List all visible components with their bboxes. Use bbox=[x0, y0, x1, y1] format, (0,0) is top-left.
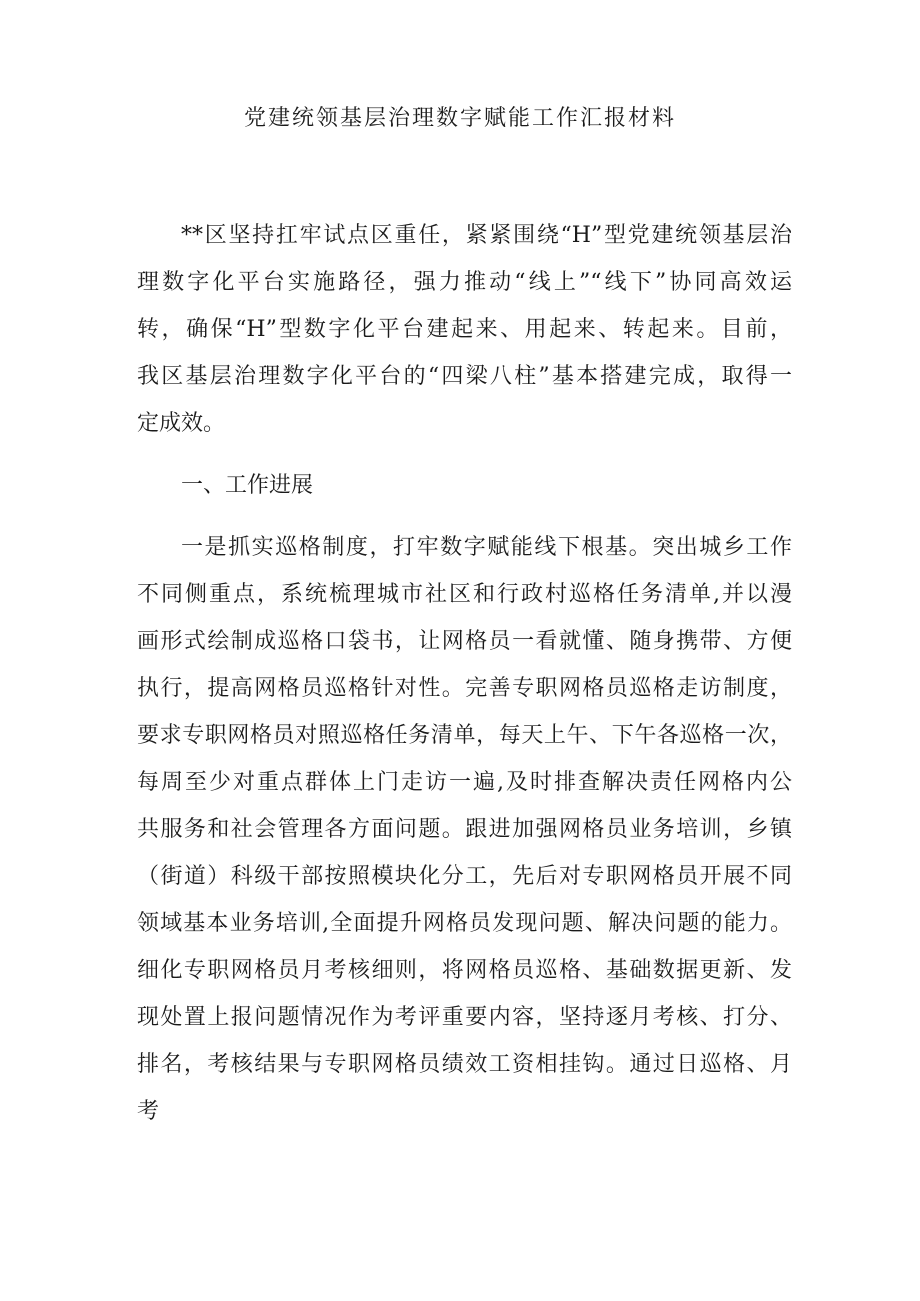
intro-line: 我区基层治理数字化平台的“四梁八柱”基本搭建完成，取得一 bbox=[137, 364, 792, 389]
document-title: 党建统领基层治理数字赋能工作汇报材料 bbox=[243, 106, 676, 131]
intro-line: 定成效。 bbox=[137, 411, 226, 436]
section-line: 排名，考核结果与专职网格员绩效工资相挂钩。通过日巡格、月 bbox=[137, 1052, 792, 1077]
intro-line: 转，确保“H”型数字化平台建起来、用起来、转起来。目前， bbox=[137, 317, 792, 342]
section-heading: 一、工作进展 bbox=[181, 473, 314, 498]
section-line: （街道）科级干部按照模块化分工，先后对专职网格员开展不同 bbox=[137, 864, 792, 889]
section-line: 现处置上报问题情况作为考评重要内容，坚持逐月考核、打分、 bbox=[137, 1005, 792, 1030]
section-line: 不同侧重点，系统梳理城市社区和行政村巡格任务清单,并以漫 bbox=[137, 582, 792, 607]
section-line: 每周至少对重点群体上门走访一遍,及时排查解决责任网格内公 bbox=[137, 770, 792, 795]
section-line: 画形式绘制成巡格口袋书，让网格员一看就懂、随身携带、方便 bbox=[137, 629, 792, 654]
section-line: 考 bbox=[137, 1099, 160, 1124]
section-line: 共服务和社会管理各方面问题。跟进加强网格员业务培训，乡镇 bbox=[137, 817, 792, 842]
intro-line: 理数字化平台实施路径，强力推动“线上”“线下”协同高效运 bbox=[137, 270, 792, 295]
intro-line: **区坚持扛牢试点区重任，紧紧围绕“H”型党建统领基层治 bbox=[181, 223, 792, 248]
section-line: 领域基本业务培训,全面提升网格员发现问题、解决问题的能力。 bbox=[137, 911, 792, 936]
section-line: 细化专职网格员月考核细则，将网格员巡格、基础数据更新、发 bbox=[137, 958, 792, 983]
section-line: 执行，提高网格员巡格针对性。完善专职网格员巡格走访制度， bbox=[137, 676, 792, 701]
section-line: 要求专职网格员对照巡格任务清单，每天上午、下午各巡格一次， bbox=[137, 723, 792, 748]
section-line: 一是抓实巡格制度，打牢数字赋能线下根基。突出城乡工作 bbox=[181, 535, 792, 560]
